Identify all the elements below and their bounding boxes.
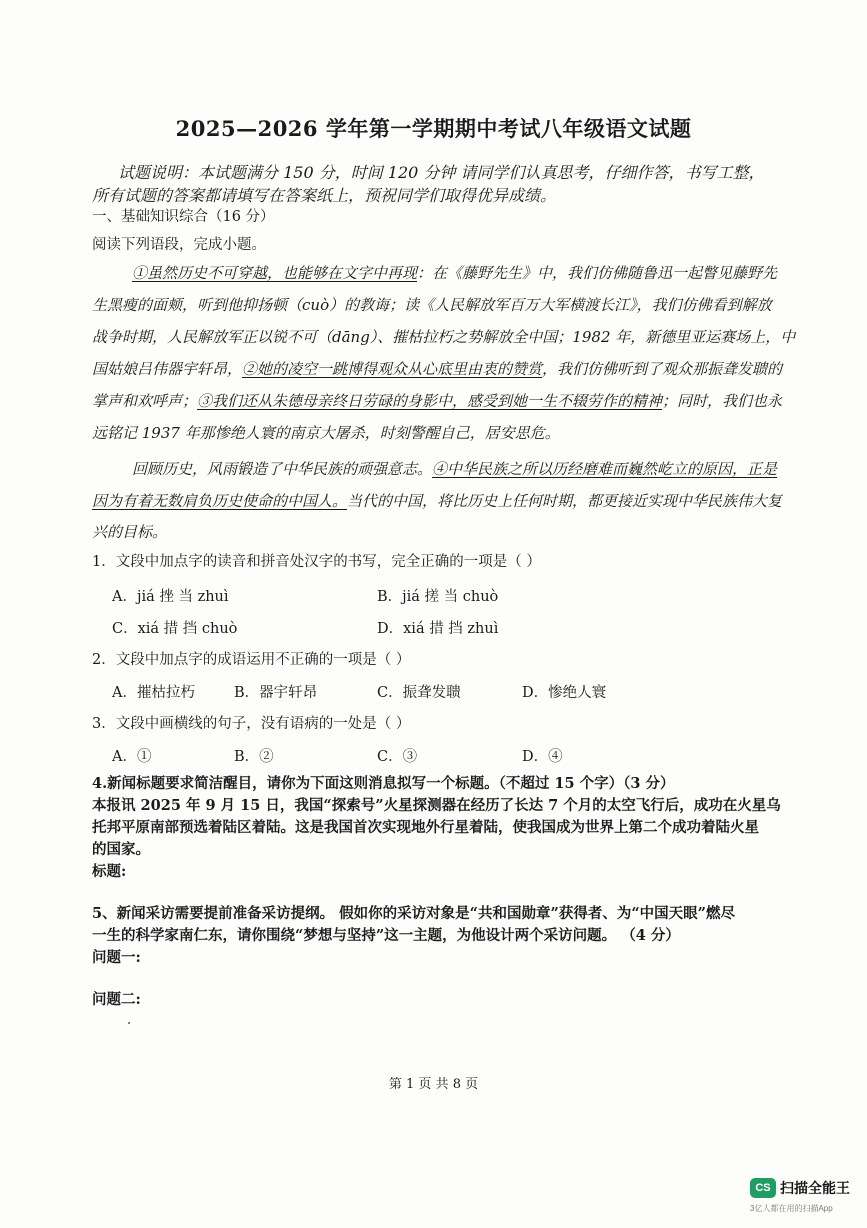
q1-option-b: B．jiá 搓 当 chuò — [377, 589, 499, 605]
page-title: 2025—2026 学年第一学期期中考试八年级语文试题 — [175, 116, 692, 141]
reading-instruction: 阅读下列语段，完成小题。 — [92, 237, 266, 253]
passage-line: 远铭记 1937 年那惨绝人寰的南京大屠杀，时刻警醒自己，居安思危。 — [92, 424, 560, 442]
q1-option-a: A．jiá 挫 当 zhuì — [112, 589, 229, 605]
news-text-line: 本报讯 2025 年 9 月 15 日，我国“探索号”火星探测器在经历了长达 7 个月的太空飞行后，成功在火星乌 — [92, 797, 781, 814]
question-1-stem: 1．文段中加点字的读音和拼音处汉字的书写，完全正确的一项是（ ） — [92, 554, 541, 570]
passage-line: 兴的目标。 — [92, 523, 168, 541]
section-heading: 一、基础知识综合（16 分） — [92, 209, 275, 225]
question-5-stem-line-2: 一生的科学家南仁东，请你围绕“梦想与坚持”这一主题，为他设计两个采访问题。 （4 分） — [92, 927, 680, 944]
q2-option-c: C．振聋发聩 — [377, 685, 461, 701]
instructions-line-1: 试题说明：本试题满分 150 分，时间 120 分钟 请同学们认真思考，仔细作答，书写工整， — [118, 163, 765, 182]
passage-line: 回顾历史，风雨锻造了中华民族的顽强意志。④中华民族之所以历经磨难而巍然屹立的原因，正是 — [132, 460, 778, 478]
news-text-line: 的国家。 — [92, 841, 150, 858]
q1-option-d: D．xiá 措 挡 zhuì — [377, 621, 499, 637]
q3-option-b: B．② — [234, 749, 274, 765]
question-one-label: 问题一: — [92, 949, 141, 966]
passage-line: 因为有着无数肩负历史使命的中国人。当代的中国，将比历史上任何时期，都更接近实现中华民族伟大复 — [92, 492, 783, 510]
q3-option-d: D．④ — [522, 749, 563, 765]
instructions-line-2: 所有试题的答案都请填写在答案纸上，预祝同学们取得优异成绩。 — [92, 186, 557, 205]
camscanner-name: 扫描全能王 — [780, 1180, 850, 1196]
news-text-line: 托邦平原南部预选着陆区着陆。这是我国首次实现地外行星着陆，使我国成为世界上第二个成功着陆火星 — [92, 819, 759, 836]
title-answer-label: 标题: — [92, 863, 127, 880]
page-number: 第 1 页 共 8 页 — [388, 1077, 479, 1092]
question-3-stem: 3．文段中画横线的句子，没有语病的一处是（ ） — [92, 716, 411, 732]
q1-option-c: C．xiá 措 挡 chuò — [112, 621, 238, 637]
passage-line: 国姑娘吕伟器宇轩昂，②她的凌空一跳博得观众从心底里由衷的赞赏，我们仿佛听到了观众那振聋发聩的 — [92, 360, 783, 378]
underlined-sentence-3: ③我们还从朱德母亲终日劳碌的身影中，感受到她一生不辍劳作的精神 — [197, 392, 663, 410]
camscanner-tagline: 3亿人都在用的扫描App — [750, 1204, 833, 1213]
underlined-sentence-1: ①虽然历史不可穿越，也能够在文字中再现 — [132, 264, 418, 282]
question-4-stem: 4.新闻标题要求简洁醒目，请你为下面这则消息拟写一个标题。（不超过 15 个字）（3 分） — [92, 775, 675, 792]
passage-line: 掌声和欢呼声；③我们还从朱德母亲终日劳碌的身影中，感受到她一生不辍劳作的精神；同时，我们也永 — [92, 392, 783, 410]
q2-option-d: D．惨绝人寰 — [522, 685, 607, 701]
underlined-sentence-4: ④中华民族之所以历经磨难而巍然屹立的原因，正是 — [432, 460, 778, 478]
question-2-stem: 2．文段中加点字的成语运用不正确的一项是（ ） — [92, 652, 411, 668]
question-two-label: 问题二: — [92, 991, 141, 1008]
underlined-sentence-2: ②她的凌空一跳博得观众从心底里由衷的赞赏 — [242, 360, 543, 378]
q2-option-a: A．摧枯拉朽 — [112, 685, 195, 701]
underlined-sentence-4-cont: 因为有着无数肩负历史使命的中国人。 — [92, 492, 348, 510]
question-5-stem-line-1: 5、新闻采访需要提前准备采访提纲。 假如你的采访对象是“共和国勋章”获得者、为“中国天眼”燃尽 — [92, 905, 735, 922]
passage-line: 战争时期，人民解放军正以锐不可（dāng）、摧枯拉朽之势解放全中国；1982 年，新德里亚运赛场上，中 — [92, 328, 796, 346]
q3-option-c: C．③ — [377, 749, 418, 765]
passage-line: ①虽然历史不可穿越，也能够在文字中再现：在《藤野先生》中，我们仿佛随鲁迅一起瞥见藤野先 — [132, 264, 778, 282]
q3-option-a: A．① — [112, 749, 152, 765]
camscanner-logo-icon: CS — [750, 1178, 776, 1198]
scan-speck — [128, 1022, 130, 1024]
passage-line: 生黑瘦的面颊，听到他抑扬顿（cuò）的教诲；读《人民解放军百万大军横渡长江》，我们仿佛看到解放 — [92, 296, 772, 314]
q2-option-b: B．器宇轩昂 — [234, 685, 318, 701]
